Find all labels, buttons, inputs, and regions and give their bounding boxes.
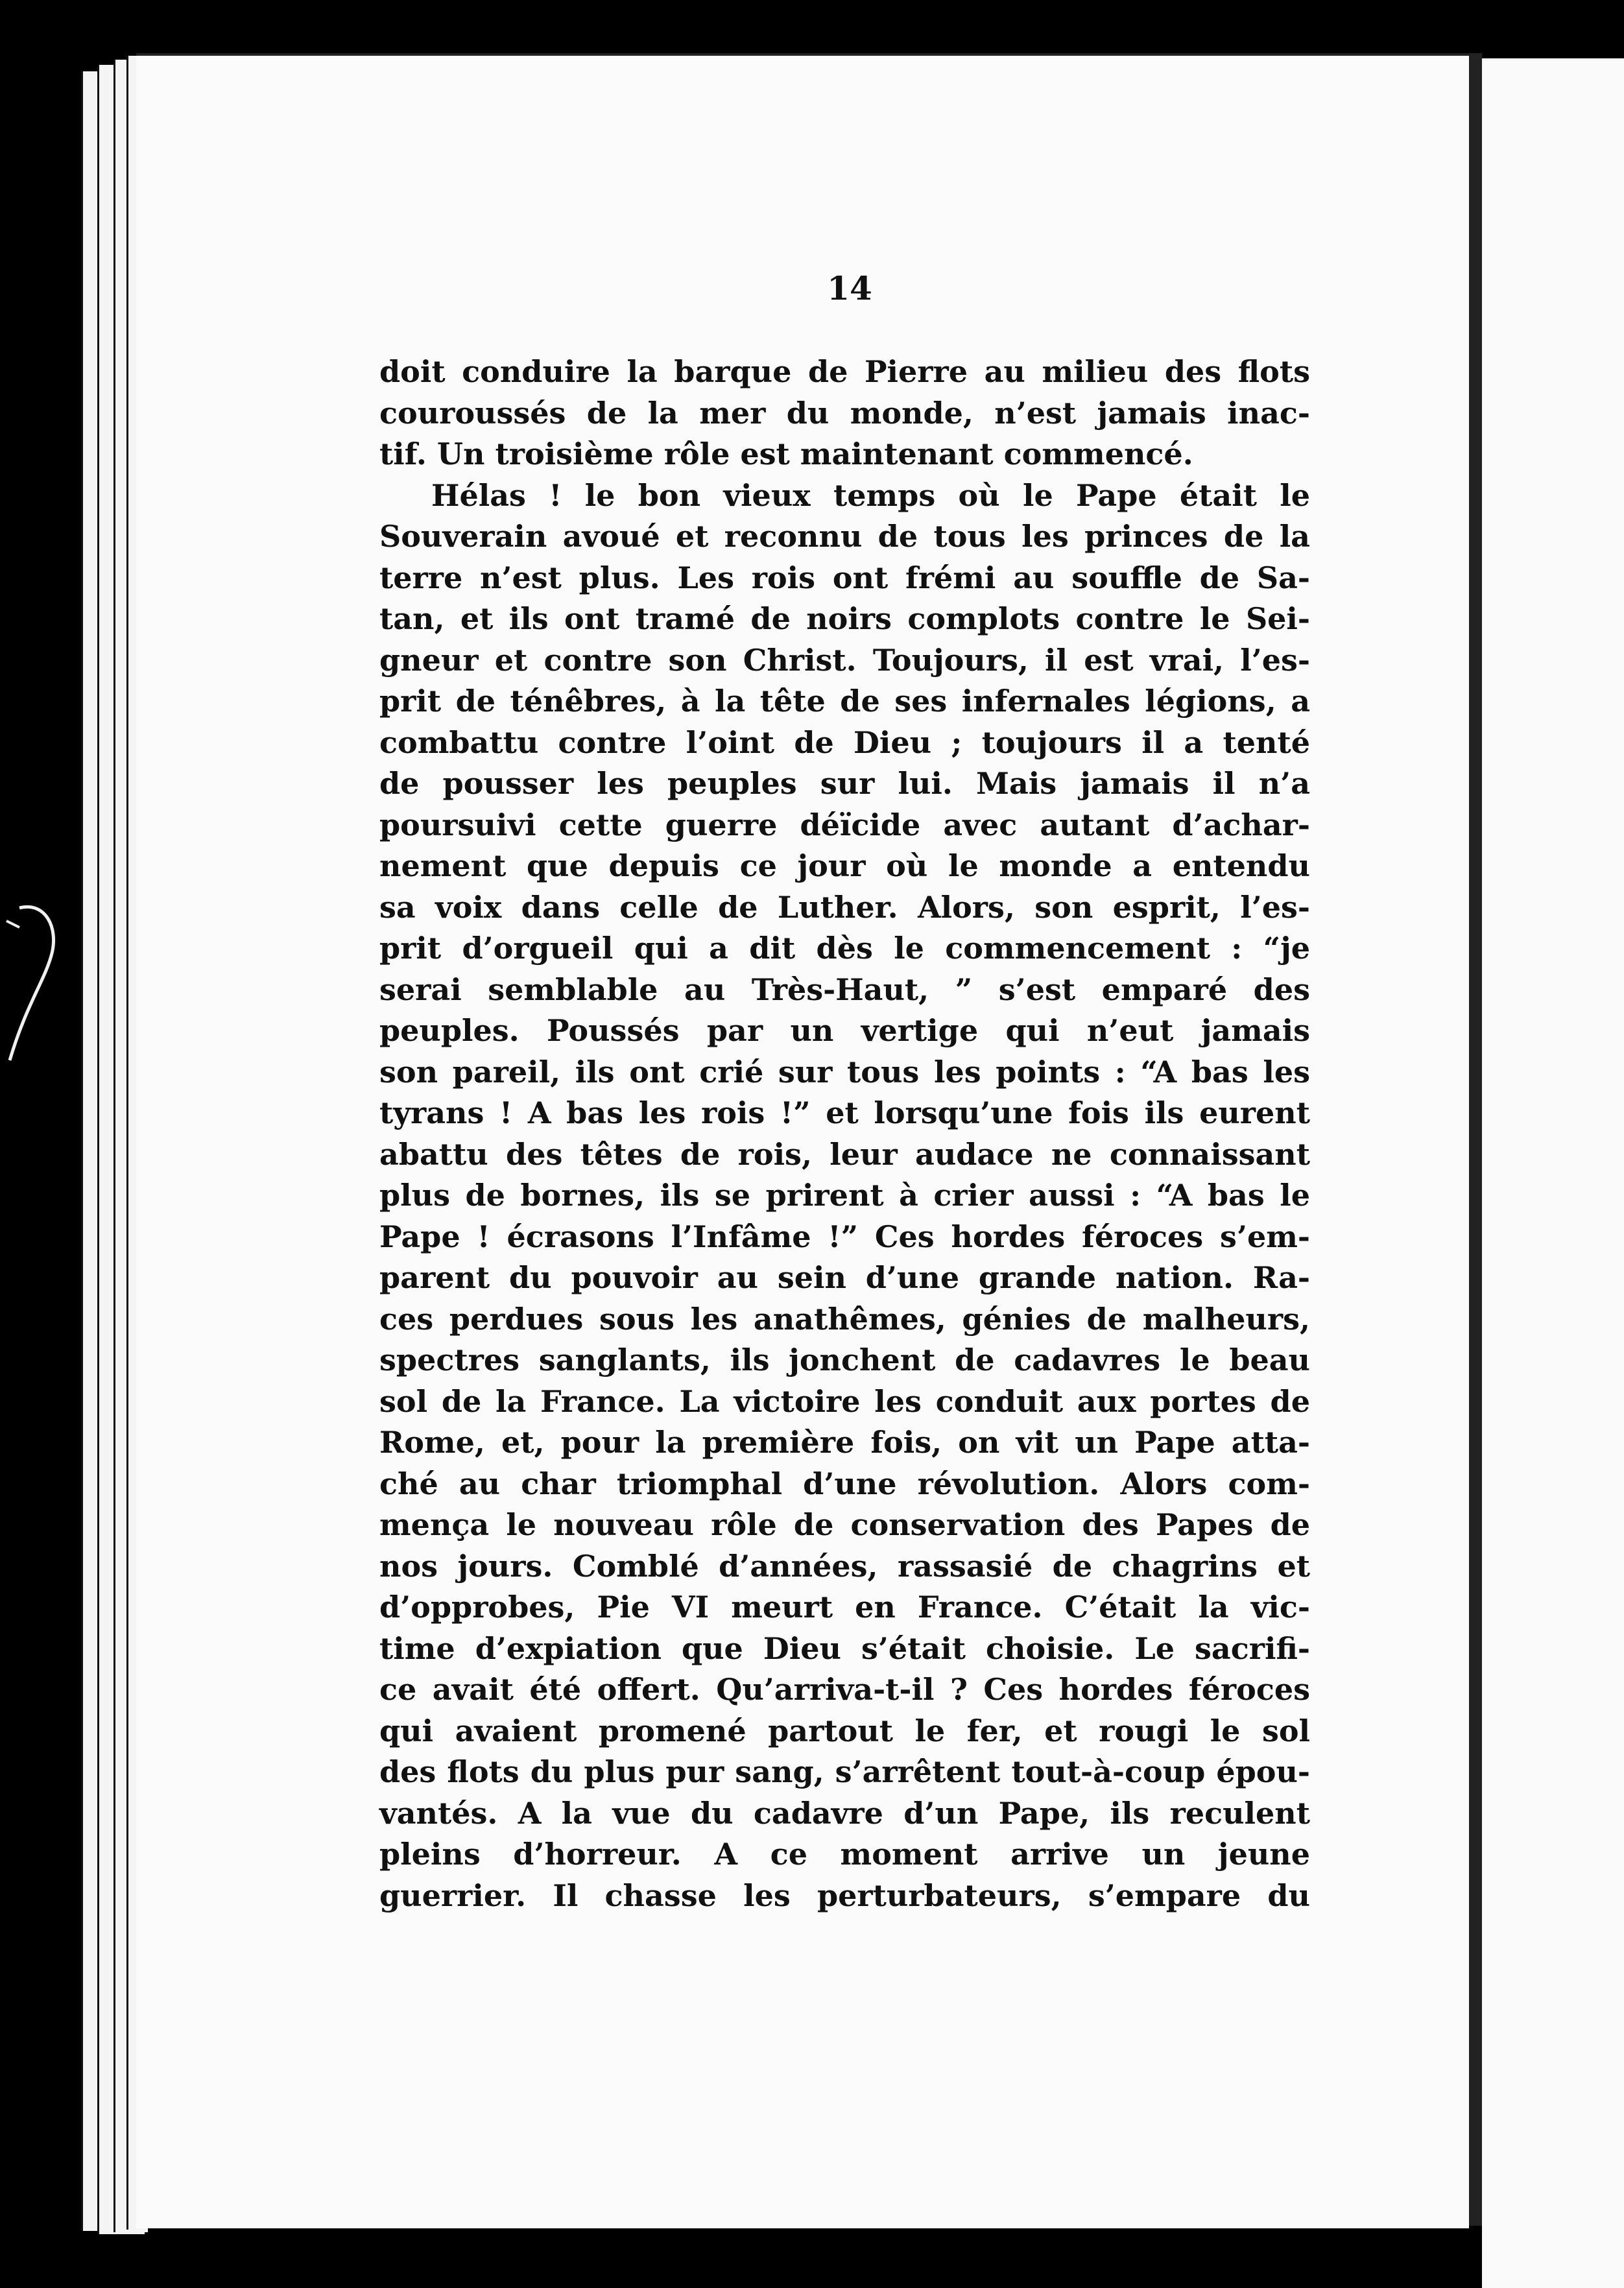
text-line: nement que depuis ce jour où le monde a entendu: [379, 848, 1310, 883]
text-line: serai semblable au Très-Haut, ” s’est emparé des: [379, 971, 1310, 1007]
text-line: nos jours. Comblé d’années, rassasié de chagrins et: [379, 1548, 1310, 1584]
text-line: Rome, et, pour la première fois, on vit un Pape atta-: [379, 1425, 1310, 1460]
page-body-text: [379, 352, 1310, 1916]
text-line: ché au char triomphal d’une révolution. Alors com-: [379, 1466, 1310, 1501]
text-line: combattu contre l’oint de Dieu ; toujours il a tenté: [379, 724, 1310, 760]
text-line: tif. Un troisième rôle est maintenant commencé.: [379, 436, 1193, 471]
text-line: abattu des têtes de rois, leur audace ne connaissant: [379, 1136, 1310, 1172]
text-line: gneur et contre son Christ. Toujours, il est vrai, l’es-: [379, 642, 1310, 678]
page-gutter: [1469, 53, 1482, 2226]
text-line: guerrier. Il chasse les perturbateurs, s’empare du: [379, 1877, 1310, 1913]
text-line: qui avaient promené partout le fer, et rougi le sol: [379, 1713, 1310, 1748]
text-line: mença le nouveau rôle de conservation des Papes de: [379, 1507, 1310, 1542]
text-line: time d’expiation que Dieu s’était choisie. Le sacrifi-: [379, 1630, 1310, 1666]
facing-page-strip: [1482, 58, 1624, 2288]
text-line: couroussés de la mer du monde, n’est jamais inac-: [379, 395, 1310, 431]
text-line: poursuivi cette guerre déïcide avec autant d’achar-: [379, 807, 1310, 842]
text-line: prit de ténêbres, à la tête de ses infernales légions, a: [379, 684, 1310, 719]
text-line: des flots du plus pur sang, s’arrêtent tout-à-coup épou-: [379, 1754, 1310, 1789]
text-line: prit d’orgueil qui a dit dès le commencement : “je: [379, 931, 1310, 966]
text-line: pleins d’horreur. A ce moment arrive un jeune: [379, 1837, 1310, 1872]
text-line: de pousser les peuples sur lui. Mais jamais il n’a: [379, 766, 1310, 801]
text-line: spectres sanglants, ils jonchent de cadavres le beau: [379, 1342, 1310, 1377]
text-line: sol de la France. La victoire les conduit aux portes de: [379, 1383, 1310, 1419]
text-line: plus de bornes, ils se prirent à crier aussi : “A bas le: [379, 1178, 1310, 1213]
text-line: terre n’est plus. Les rois ont frémi au souffle de Sa-: [379, 560, 1310, 595]
text-line: son pareil, ils ont crié sur tous les points : “A bas les: [379, 1054, 1310, 1090]
text-line: tan, et ils ont tramé de noirs complots contre le Sei-: [379, 601, 1310, 636]
text-line: vantés. A la vue du cadavre d’un Pape, ils reculent: [379, 1795, 1310, 1831]
text-line: Pape ! écrasons l’Infâme !” Ces hordes féroces s’em-: [379, 1219, 1310, 1254]
margin-bracket-mark: [0, 901, 71, 1070]
text-line: Hélas ! le bon vieux temps où le Pape était le: [431, 477, 1310, 513]
text-line: ce avait été offert. Qu’arriva-t-il ? Ces hordes féroces: [379, 1672, 1310, 1707]
text-line: sa voix dans celle de Luther. Alors, son esprit, l’es-: [379, 889, 1310, 925]
page-number: 14: [827, 269, 872, 307]
text-line: peuples. Poussés par un vertige qui n’eut jamais: [379, 1013, 1310, 1048]
text-line: tyrans ! A bas les rois !” et lorsqu’une fois ils eurent: [379, 1095, 1310, 1130]
text-line: Souverain avoué et reconnu de tous les princes de la: [379, 519, 1310, 554]
text-line: ces perdues sous les anathêmes, génies de malheurs,: [379, 1301, 1310, 1337]
text-line: parent du pouvoir au sein d’une grande nation. Ra-: [379, 1260, 1310, 1295]
text-line: doit conduire la barque de Pierre au milieu des flots: [379, 354, 1310, 389]
text-line: d’opprobes, Pie VI meurt en France. C’était la vic-: [379, 1590, 1310, 1625]
